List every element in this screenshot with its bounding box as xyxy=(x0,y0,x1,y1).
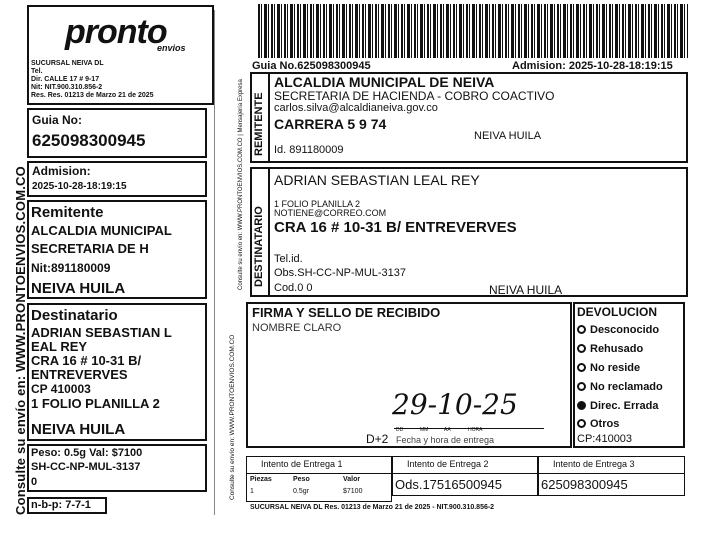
radio-icon[interactable] xyxy=(577,419,586,428)
top-barcode xyxy=(258,4,688,58)
brand-logo: pronto xyxy=(65,13,167,51)
devolucion-option-label: No reclamado xyxy=(590,381,663,393)
fecha-hora: HORA xyxy=(468,427,483,433)
fecha-mm: MM xyxy=(420,427,429,433)
remitente-line-3: Nit:891180009 xyxy=(31,261,111,275)
devolucion-title: DEVOLUCION xyxy=(577,305,658,319)
fecha-aa: AA xyxy=(444,427,451,433)
peso-header-valor: Valor xyxy=(343,476,361,483)
remitente-tab-divider xyxy=(268,74,270,161)
remitente-city-right: NEIVA HUILA xyxy=(474,130,542,142)
destinatario-line-1: ADRIAN SEBASTIAN L xyxy=(31,325,172,340)
dest-address: CRA 16 # 10-31 B/ ENTREVERVES xyxy=(274,219,517,236)
intento-1-divider xyxy=(247,473,391,474)
dest-obs: Obs.SH-CC-NP-MUL-3137 xyxy=(274,267,407,279)
nombre-claro: NOMBRE CLARO xyxy=(252,322,342,334)
admision-value: 2025-10-28-18:19:15 xyxy=(32,181,127,192)
destinatario-line-6: 1 FOLIO PLANILLA 2 xyxy=(31,396,160,411)
remitente-dept: SECRETARIA DE HACIENDA - COBRO COACTIVO xyxy=(274,89,555,103)
firma-section xyxy=(246,302,572,448)
remitente-tab: REMITENTE xyxy=(253,92,265,156)
left-peso-box xyxy=(27,444,207,492)
peso-line: Peso: 0.5g Val: $7100 xyxy=(31,447,143,459)
devolucion-section xyxy=(573,302,685,448)
footer-text: SUCURSAL NEIVA DL Res. 01213 de Marzo 21 de 2025 - NIT.900.310.856-2 xyxy=(250,504,495,511)
intento-1-label: Intento de Entrega 1 xyxy=(261,459,343,469)
radio-icon[interactable] xyxy=(577,382,586,391)
devolucion-option-direc-errada[interactable] xyxy=(577,400,658,412)
dest-email: NOTIENE@CORREO.COM xyxy=(274,208,387,218)
peso-header-piezas: Piezas xyxy=(250,476,272,483)
destinatario-tab-divider xyxy=(268,169,270,295)
center-vertical-text-a: Consulte su envío en: WWW.PRONTOENVIOS.COM.CO | Mensajería Expresa xyxy=(238,79,244,290)
dest-folio: 1 FOLIO PLANILLA 2 xyxy=(274,199,361,209)
destinatario-line-5: CP 410003 xyxy=(31,382,91,396)
intento-3-label: Intento de Entrega 3 xyxy=(553,459,635,469)
guia-value: 625098300945 xyxy=(32,131,146,150)
d2-label: D+2 xyxy=(366,432,389,446)
devolucion-option-label: Otros xyxy=(590,418,620,430)
zero-line: 0 xyxy=(31,476,38,488)
devolucion-option-no-reclamado[interactable] xyxy=(577,381,663,393)
intento-3-box xyxy=(538,456,685,496)
devolucion-option-desconocido[interactable] xyxy=(577,324,659,336)
remitente-id: Id. 891180009 xyxy=(274,144,344,156)
intento-2-box xyxy=(392,456,538,496)
radio-checked-icon[interactable] xyxy=(577,401,586,410)
peso-value-piezas: 1 xyxy=(250,488,254,495)
tel-text: Tel. xyxy=(31,68,43,75)
remitente-line-1: ALCALDIA MUNICIPAL xyxy=(31,223,172,238)
dest-cod: Cod.0 0 xyxy=(274,282,313,294)
devolucion-option-otros[interactable] xyxy=(577,418,619,430)
guia-repeat: 625098300945 xyxy=(541,477,628,492)
peso-value-valor: $7100 xyxy=(343,488,363,495)
remitente-line-2: SECRETARIA DE H xyxy=(31,241,149,256)
left-header-box xyxy=(27,5,214,105)
destinatario-line-4: ENTREVERVES xyxy=(31,367,128,382)
ods-number: Ods.17516500945 xyxy=(395,477,502,492)
guia-label: Guia No: xyxy=(32,113,82,127)
destinatario-section xyxy=(250,167,688,297)
remitente-city: NEIVA HUILA xyxy=(31,280,126,297)
left-bottom-code-box xyxy=(27,497,107,514)
destinatario-city: NEIVA HUILA xyxy=(31,421,126,438)
remitente-name: ALCALDIA MUNICIPAL DE NEIVA xyxy=(274,74,495,90)
center-vertical-text-b: Consulte su envío en: WWW.PRONTOENVIOS.COM.CO xyxy=(229,334,236,500)
radio-icon[interactable] xyxy=(577,363,586,372)
intento-1-box xyxy=(246,456,392,502)
left-guia-box xyxy=(27,108,207,158)
remitente-address: CARRERA 5 9 74 xyxy=(274,116,387,132)
dest-city: NEIVA HUILA xyxy=(489,283,563,297)
dest-name: ADRIAN SEBASTIAN LEAL REY xyxy=(274,172,480,188)
devolucion-option-label: Rehusado xyxy=(590,343,644,355)
remitente-section xyxy=(250,72,688,163)
devolucion-option-rehusado[interactable] xyxy=(577,343,643,355)
devolucion-option-label: Desconocido xyxy=(590,324,660,336)
remitente-email: carlos.silva@alcaldianeiva.gov.co xyxy=(274,102,438,114)
bottom-code: n-b-p: 7-7-1 xyxy=(31,499,91,511)
admision-label: Admision: xyxy=(32,164,91,178)
destinatario-line-2: EAL REY xyxy=(31,339,88,354)
peso-header-peso: Peso xyxy=(293,476,310,483)
intento-2-label: Intento de Entrega 2 xyxy=(407,459,489,469)
devolucion-cp: CP:410003 xyxy=(577,433,633,445)
intento-2-divider xyxy=(393,473,537,474)
dest-tel: Tel.id. xyxy=(274,253,303,265)
peso-value-peso: 0.5gr xyxy=(293,488,309,495)
destinatario-line-3: CRA 16 # 10-31 B/ xyxy=(31,353,142,368)
devolucion-option-label: No reside xyxy=(590,362,641,374)
firma-title: FIRMA Y SELLO DE RECIBIDO xyxy=(252,305,441,320)
remitente-label: Remitente xyxy=(31,204,104,221)
radio-icon[interactable] xyxy=(577,325,586,334)
fecha-caption: Fecha y hora de entrega xyxy=(396,435,495,445)
admision-header: Admision: 2025-10-28-18:19:15 xyxy=(512,60,673,72)
devolucion-option-label: Direc. Errada xyxy=(590,400,659,412)
obs-line: SH-CC-NP-MUL-3137 xyxy=(31,461,141,473)
res-text: Res. Res. 01213 de Marzo 21 de 2025 xyxy=(31,92,154,99)
sucursal-text: SUCURSAL NEIVA DL xyxy=(31,60,104,67)
devolucion-option-no-reside[interactable] xyxy=(577,362,640,374)
brand-logo-sub: envios xyxy=(157,43,186,53)
fecha-dd: DD xyxy=(396,427,404,433)
dir-text: Dir. CALLE 17 # 9-17 xyxy=(31,76,100,83)
handwritten-date: 29-10-25 xyxy=(392,388,518,421)
destinatario-tab: DESTINATARIO xyxy=(253,206,265,287)
left-vertical-url: Consulte su envío en: WWW.PRONTOENVIOS.COM.CO xyxy=(13,166,28,515)
left-remitente-box xyxy=(27,200,207,299)
left-destinatario-box xyxy=(27,303,207,441)
destinatario-label: Destinatario xyxy=(31,307,118,324)
left-admision-box xyxy=(27,161,207,197)
cut-line xyxy=(214,10,215,515)
radio-icon[interactable] xyxy=(577,344,586,353)
nit-text: Nit: NIT.900.310.856-2 xyxy=(31,84,103,91)
guia-header: Guia No.625098300945 xyxy=(252,60,371,72)
intento-3-divider xyxy=(539,473,684,474)
